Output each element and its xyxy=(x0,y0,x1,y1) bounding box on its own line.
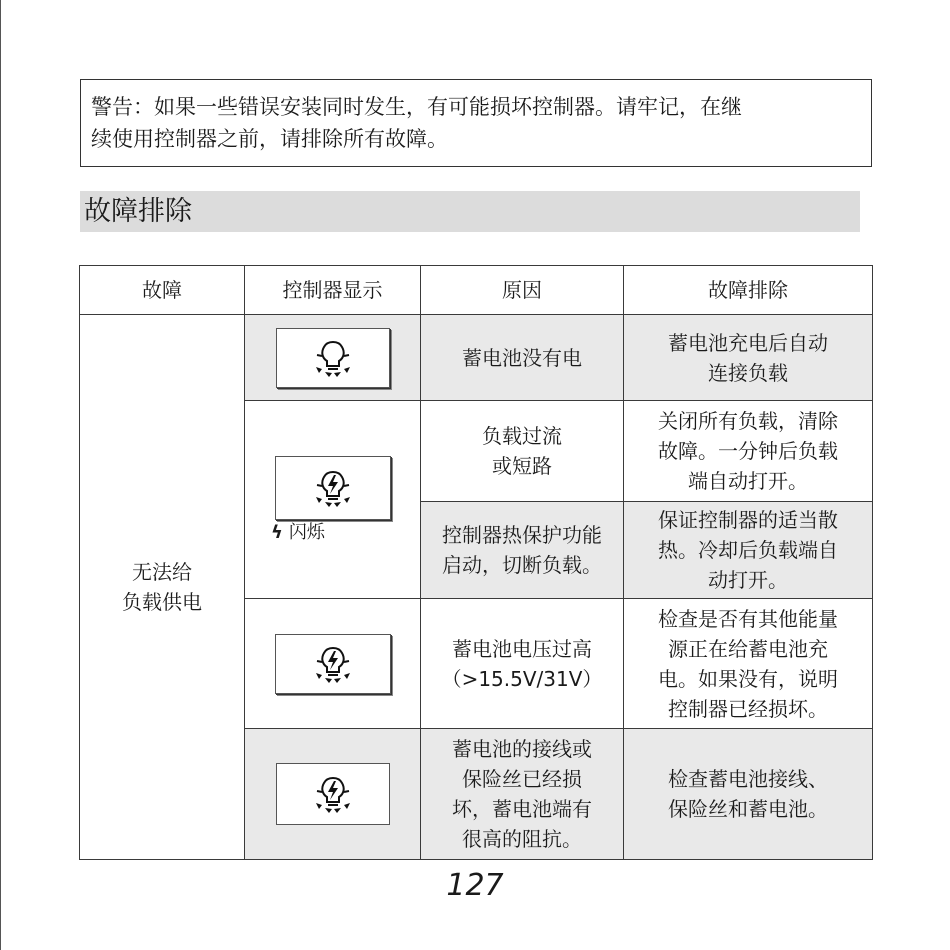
cause-line: 负载过流 xyxy=(482,423,562,448)
solution-line: 检查蓄电池接线、 xyxy=(668,767,828,792)
cause-cell xyxy=(421,599,624,729)
page-edge xyxy=(0,0,1,950)
lcd-display xyxy=(276,763,390,825)
cause-cell xyxy=(421,401,624,501)
display-cell xyxy=(245,315,421,401)
solution-line: 保险丝和蓄电池。 xyxy=(668,797,828,822)
solution-line: 动打开。 xyxy=(708,567,788,592)
solution-line: 蓄电池充电后自动 xyxy=(668,330,828,355)
cause-line: 或短路 xyxy=(492,453,552,478)
page-number: 127 xyxy=(446,868,504,903)
bulb-lightning-flashing-icon xyxy=(313,467,353,509)
table-header-row xyxy=(80,266,873,315)
cause-cell xyxy=(421,501,624,598)
table-row xyxy=(80,315,873,401)
cause-line: 坏，蓄电池端有 xyxy=(452,797,592,822)
solution-cell xyxy=(624,501,873,598)
solution-line: 关闭所有负载，清除 xyxy=(658,408,838,433)
header-solution: 故障排除 xyxy=(624,266,873,315)
cause-line: （>15.5V/31V） xyxy=(441,666,603,691)
header-fault: 故障 xyxy=(80,266,245,315)
solution-line: 检查是否有其他能量 xyxy=(658,606,838,631)
bulb-lightning-icon xyxy=(313,643,353,685)
solution-cell xyxy=(624,401,873,501)
cause-line: 蓄电池电压过高 xyxy=(452,636,592,661)
display-cell xyxy=(245,729,421,860)
display-cell xyxy=(245,401,421,599)
lightning-icon: ϟ xyxy=(271,521,283,543)
cause-cell xyxy=(421,729,624,860)
bulb-lightning-icon xyxy=(313,773,353,815)
cause-cell xyxy=(421,315,624,401)
warning-box xyxy=(80,79,872,167)
solution-cell xyxy=(624,315,873,401)
solution-line: 热。冷却后负载端自 xyxy=(658,537,838,562)
solution-cell xyxy=(624,729,873,860)
solution-line: 故障。一分钟后负载 xyxy=(658,438,838,463)
solution-line: 电。如果没有，说明 xyxy=(658,666,838,691)
flash-note xyxy=(271,522,414,544)
fault-cell xyxy=(80,315,245,860)
warning-line-2: 续使用控制器之前，请排除所有故障。 xyxy=(91,127,448,151)
warning-line-1: 警告：如果一些错误安装同时发生，有可能损坏控制器。请牢记，在继 xyxy=(91,95,742,119)
lcd-display xyxy=(276,328,390,388)
solution-line: 保证控制器的适当散 xyxy=(658,507,838,532)
solution-cell xyxy=(624,599,873,729)
display-cell xyxy=(245,599,421,729)
solution-line: 控制器已经损坏。 xyxy=(668,696,828,721)
solution-line: 连接负载 xyxy=(708,360,788,385)
bulb-off-icon xyxy=(313,337,353,379)
cause-line: 控制器热保护功能 xyxy=(442,522,602,547)
cause-line: 蓄电池的接线或 xyxy=(452,737,592,762)
header-cause: 原因 xyxy=(421,266,624,315)
fault-line-1: 无法给 xyxy=(132,560,192,584)
flash-label: 闪烁 xyxy=(288,521,325,543)
solution-line: 源正在给蓄电池充 xyxy=(668,636,828,661)
cause-line: 蓄电池没有电 xyxy=(462,345,582,370)
section-title: 故障排除 xyxy=(80,191,860,232)
lcd-display xyxy=(275,634,391,694)
cause-line: 保险丝已经损 xyxy=(462,767,582,792)
troubleshooting-table xyxy=(79,265,873,860)
header-display: 控制器显示 xyxy=(245,266,421,315)
cause-line: 启动，切断负载。 xyxy=(442,552,602,577)
fault-line-2: 负载供电 xyxy=(122,590,202,614)
cause-line: 很高的阻抗。 xyxy=(462,827,582,852)
lcd-display xyxy=(275,456,391,520)
solution-line: 端自动打开。 xyxy=(688,468,808,493)
